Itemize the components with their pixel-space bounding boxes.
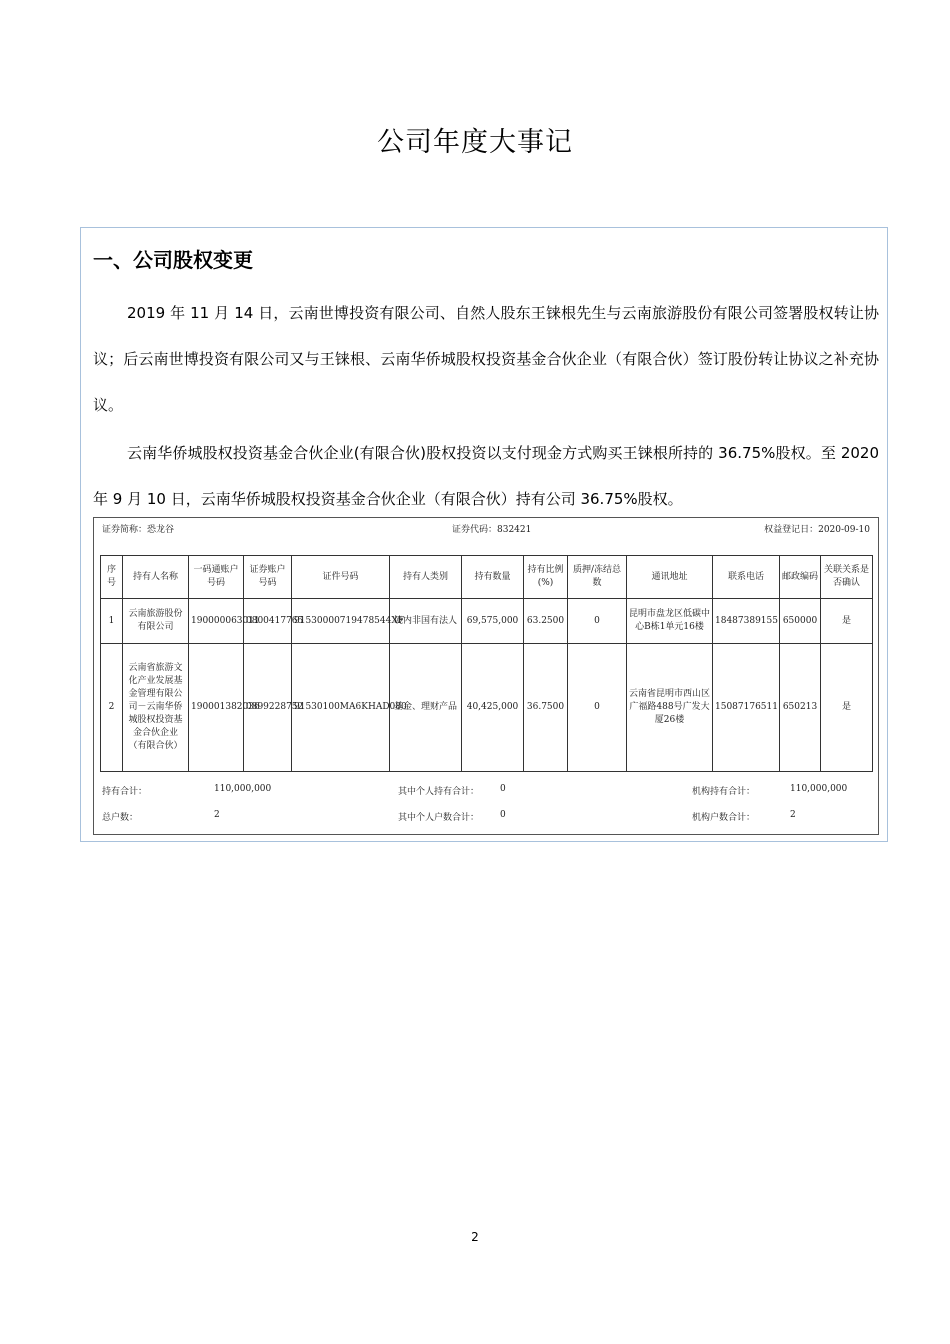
column-header: 持有比例(%) <box>524 556 568 599</box>
scan-header <box>102 522 870 536</box>
record-date: 权益登记日：2020-09-10 <box>764 525 870 535</box>
section-heading: 一、公司股权变更 <box>93 248 253 272</box>
cell-phone: 15087176511 <box>713 644 780 772</box>
column-header: 邮政编码 <box>780 556 821 599</box>
cell-pledge: 0 <box>568 644 627 772</box>
cell-address: 云南省昆明市西山区广福路488号广发大厦26楼 <box>627 644 713 772</box>
cell-qty: 69,575,000 <box>462 599 524 644</box>
cell-zip: 650213 <box>780 644 821 772</box>
cell-zip: 650000 <box>780 599 821 644</box>
cell-address: 昆明市盘龙区低碳中心B栋1单元16楼 <box>627 599 713 644</box>
shareholder-register-scan <box>93 517 879 835</box>
shareholder-table <box>100 555 873 772</box>
cell-account: 0800417765 <box>244 599 292 644</box>
column-header: 持有人名称 <box>123 556 189 599</box>
column-header: 关联关系是否确认 <box>821 556 873 599</box>
cell-id: 91530100MA6KHAD080 <box>292 644 390 772</box>
cell-phone: 18487389155 <box>713 599 780 644</box>
cell-pledge: 0 <box>568 599 627 644</box>
security-short-name: 证券简称：恐龙谷 <box>102 525 175 535</box>
equity-change-section <box>80 227 888 842</box>
summary-holdings-row <box>102 784 870 798</box>
cell-ymt: 190001382036 <box>189 644 244 772</box>
cell-ratio: 36.7500 <box>524 644 568 772</box>
column-header: 联系电话 <box>713 556 780 599</box>
inst-acct-value: 2 <box>790 810 796 820</box>
cell-ymt: 190000063011 <box>189 599 244 644</box>
cell-related: 是 <box>821 644 873 772</box>
total-acct-value: 2 <box>214 810 220 820</box>
indiv-acct-label: 其中个人户数合计： <box>398 813 480 823</box>
total-hold-label: 持有合计： <box>102 787 148 797</box>
column-header: 证券账户号码 <box>244 556 292 599</box>
cell-name: 云南旅游股份有限公司 <box>123 599 189 644</box>
summary-accounts-row <box>102 810 870 824</box>
cell-id: 91530000719478544XF <box>292 599 390 644</box>
indiv-hold-label: 其中个人持有合计： <box>398 787 480 797</box>
column-header: 序号 <box>101 556 123 599</box>
page-title: 公司年度大事记 <box>377 127 573 158</box>
cell-seq: 2 <box>101 644 123 772</box>
paragraph-transfer-agreement: 2019 年 11 月 14 日，云南世博投资有限公司、自然人股东王铼根先生与云南旅游股份有限公司签署股权转让协议；后云南世博投资有限公司又与王铼根、云南华侨城股权投资基金合伙企业（有限合伙）签订股份转让协议之补充协议。 <box>93 304 879 414</box>
table-row <box>101 599 873 644</box>
inst-hold-label: 机构持有合计： <box>692 787 756 797</box>
cell-name: 云南省旅游文化产业发展基金管理有限公司－云南华侨城股权投资基金合伙企业（有限合伙） <box>123 644 189 772</box>
cell-seq: 1 <box>101 599 123 644</box>
cell-type: 境内非国有法人 <box>390 599 462 644</box>
indiv-acct-value: 0 <box>500 810 506 820</box>
column-header: 一码通账户号码 <box>189 556 244 599</box>
paragraph-equity-purchase: 云南华侨城股权投资基金合伙企业(有限合伙)股权投资以支付现金方式购买王铼根所持的 36.75%股权。至 2020 年 9 月 10 日，云南华侨城股权投资基金合伙企业（有限合伙）持有公司 36.75%股权。 <box>93 444 879 508</box>
inst-acct-label: 机构户数合计： <box>692 813 756 823</box>
cell-qty: 40,425,000 <box>462 644 524 772</box>
column-header: 质押/冻结总数 <box>568 556 627 599</box>
column-header: 持有数量 <box>462 556 524 599</box>
total-hold-value: 110,000,000 <box>214 784 272 794</box>
cell-account: 0899228752 <box>244 644 292 772</box>
total-acct-label: 总户数： <box>102 813 139 823</box>
inst-hold-value: 110,000,000 <box>790 784 848 794</box>
table-header-row <box>101 556 873 599</box>
cell-type: 基金、理财产品 <box>390 644 462 772</box>
page-number: 2 <box>471 1230 479 1244</box>
indiv-hold-value: 0 <box>500 784 506 794</box>
cell-ratio: 63.2500 <box>524 599 568 644</box>
table-row <box>101 644 873 772</box>
security-code: 证券代码：832421 <box>452 525 532 535</box>
column-header: 持有人类别 <box>390 556 462 599</box>
column-header: 通讯地址 <box>627 556 713 599</box>
cell-related: 是 <box>821 599 873 644</box>
column-header: 证件号码 <box>292 556 390 599</box>
